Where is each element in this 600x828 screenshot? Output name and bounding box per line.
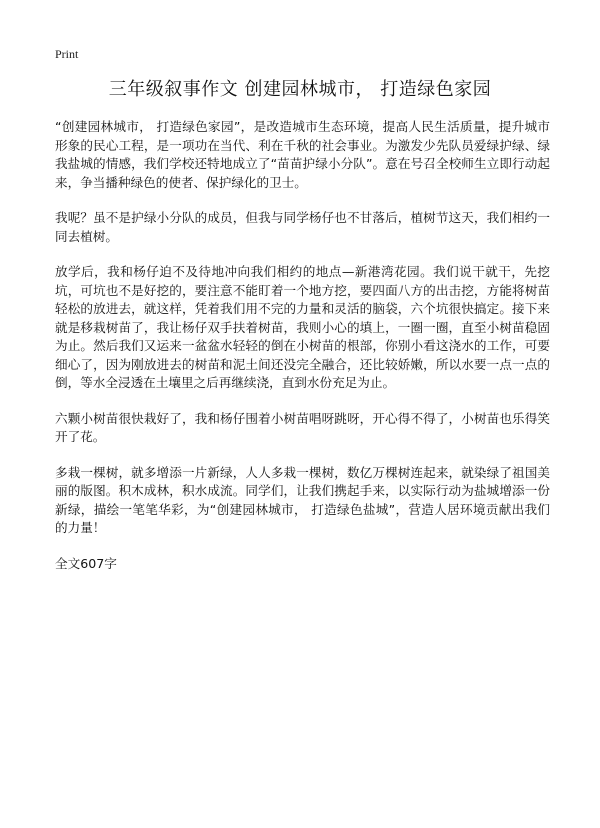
paragraph-decision: 我呢？虽不是护绿小分队的成员，但我与同学杨仔也不甘落后，植树节这天，我们相约一同去植树。 <box>55 210 550 244</box>
print-link[interactable]: Print <box>55 47 79 61</box>
paragraph-celebration: 六颗小树苗很快栽好了，我和杨仔围着小树苗唱呀跳呀，开心得不得了，小树苗也乐得笑开了花。 <box>55 410 550 444</box>
article-title: 三年级叙事作文 创建园林城市， 打造绿色家园 <box>108 79 492 100</box>
paragraph-conclusion: 多栽一棵树，就多增添一片新绿，人人多栽一棵树，数亿万棵树连起来，就染绿了祖国美丽的版图。积木成林，积水成流。同学们，让我们携起手来，以实际行动为盐城增添一份新绿，描绘一笔笔华彩，为“创建园林城市， 打造绿色盐城”，营造人居环境贡献出我们的力量！ <box>55 464 550 535</box>
paragraph-intro: “创建园林城市， 打造绿色家园”，是改造城市生态环境，提高人民生活质量，提升城市形象的民心工程，是一项功在当代、利在千秋的社会事业。为激发少先队员爱绿护绿、绿我盐城的情感，我们学校还特地成立了“苗苗护绿小分队”。意在号召全校师生立即行动起来，争当播种绿色的使者、保护绿化的卫士。 <box>55 119 550 190</box>
article-body <box>55 118 550 573</box>
paragraph-planting: 放学后，我和杨仔迫不及待地冲向我们相约的地点—新港湾花园。我们说干就干，先挖坑，可坑也不是好挖的，要注意不能盯着一个地方挖，要四面八方的出击挖，方能将树苗轻松的放进去，就这样，凭着我们用不完的力量和灵活的脑袋，六个坑很快搞定。接下来就是移栽树苗了，我让杨仔双手扶着树苗，我则小心的填上，一圈一圈，直至小树苗稳固为止。然后我们又运来一盆盆水轻轻的倒在小树苗的根部，你别小看这浇水的工作，可要细心了，因为刚放进去的树苗和泥土间还没完全融合，还比较娇嫩，所以水要一点一点的倒，等水全浸透在土壤里之后再继续浇，直到水份充足为止。 <box>55 264 550 390</box>
word-count: 全文607字 <box>55 555 117 571</box>
